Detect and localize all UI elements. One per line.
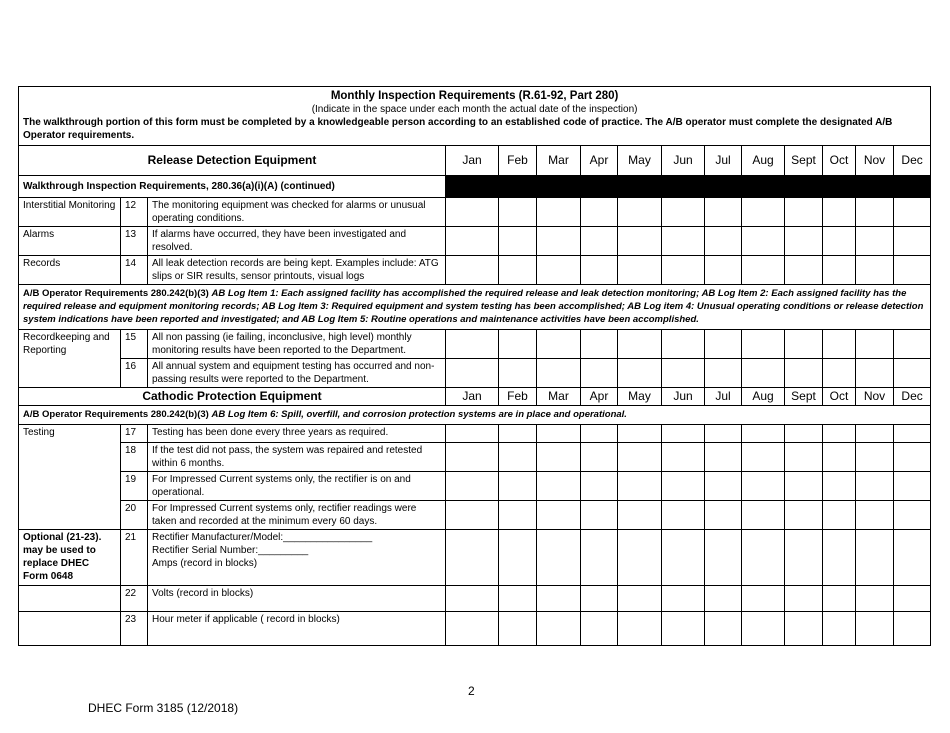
ab-requirements-release (19, 285, 931, 330)
date-cell[interactable] (662, 530, 705, 586)
month-header: Aug (742, 146, 785, 176)
date-cell[interactable] (705, 359, 742, 388)
row-description: All non passing (ie failing, inconclusive, high level) monthly monitoring results have been reported to the Department. (148, 330, 446, 359)
date-cell[interactable] (581, 501, 618, 530)
table-row (19, 586, 931, 612)
date-cell[interactable] (499, 501, 537, 530)
date-cell[interactable] (618, 425, 662, 443)
date-cell[interactable] (581, 330, 618, 359)
date-cell[interactable] (446, 443, 499, 472)
row-number: 17 (121, 425, 148, 443)
date-cell[interactable] (894, 501, 931, 530)
cathodic-header-row (19, 388, 931, 406)
date-cell[interactable] (856, 227, 894, 256)
release-section-title: Release Detection Equipment (19, 146, 446, 176)
date-cell[interactable] (823, 359, 856, 388)
date-cell[interactable] (785, 425, 823, 443)
date-cell[interactable] (618, 256, 662, 285)
table-row (19, 530, 931, 586)
form-header (19, 87, 931, 146)
date-cell[interactable] (823, 586, 856, 612)
date-cell[interactable] (581, 472, 618, 501)
date-cell[interactable] (823, 256, 856, 285)
date-cell[interactable] (785, 330, 823, 359)
rectifier-serial-line: Rectifier Serial Number:_________ (152, 545, 309, 556)
row-category: Testing (19, 425, 121, 530)
inspection-table (18, 86, 931, 646)
rectifier-model-line: Rectifier Manufacturer/Model:________________ (152, 532, 373, 543)
date-cell[interactable] (618, 612, 662, 646)
table-row (19, 227, 931, 256)
row-number: 22 (121, 586, 148, 612)
date-cell[interactable] (537, 501, 581, 530)
date-cell[interactable] (618, 472, 662, 501)
table-row (19, 256, 931, 285)
date-cell[interactable] (662, 359, 705, 388)
date-cell[interactable] (894, 612, 931, 646)
date-cell[interactable] (894, 256, 931, 285)
row-number: 12 (121, 198, 148, 227)
date-cell[interactable] (785, 359, 823, 388)
date-cell[interactable] (785, 612, 823, 646)
month-header: Dec (894, 146, 931, 176)
date-cell[interactable] (705, 612, 742, 646)
date-cell[interactable] (823, 443, 856, 472)
date-cell[interactable] (537, 359, 581, 388)
date-cell[interactable] (581, 425, 618, 443)
date-cell[interactable] (499, 198, 537, 227)
date-cell[interactable] (618, 443, 662, 472)
month-header: Nov (856, 388, 894, 406)
month-header: Sept (785, 388, 823, 406)
month-header: Dec (894, 388, 931, 406)
ab-req-items: AB Log Item 6: Spill, overfill, and corrosion protection systems are in place and operational. (211, 409, 627, 420)
row-number: 23 (121, 612, 148, 646)
row-number: 15 (121, 330, 148, 359)
date-cell[interactable] (499, 330, 537, 359)
date-cell[interactable] (856, 472, 894, 501)
date-cell[interactable] (581, 227, 618, 256)
row-number: 20 (121, 501, 148, 530)
date-cell[interactable] (742, 443, 785, 472)
date-cell[interactable] (894, 359, 931, 388)
date-cell[interactable] (894, 227, 931, 256)
table-row (19, 330, 931, 359)
date-cell[interactable] (446, 425, 499, 443)
month-header: Jul (705, 146, 742, 176)
date-cell[interactable] (894, 330, 931, 359)
date-cell[interactable] (705, 472, 742, 501)
ab-req-label: A/B Operator Requirements 280.242(b)(3) (23, 409, 209, 420)
date-cell[interactable] (742, 198, 785, 227)
date-cell[interactable] (499, 586, 537, 612)
row-description: All annual system and equipment testing has occurred and non-passing results were reported to the Department. (148, 359, 446, 388)
date-cell[interactable] (823, 612, 856, 646)
date-cell[interactable] (894, 425, 931, 443)
row-description: All leak detection records are being kept. Examples include: ATG slips or SIR results, sensor printouts, visual logs (148, 256, 446, 285)
form-id: DHEC Form 3185 (12/2018) (88, 701, 239, 715)
date-cell[interactable] (499, 425, 537, 443)
row-description: Testing has been done every three years as required. (148, 425, 446, 443)
date-cell[interactable] (499, 612, 537, 646)
date-cell[interactable] (705, 256, 742, 285)
row-category: Recordkeeping and Reporting (19, 330, 121, 388)
table-row (19, 443, 931, 472)
date-cell[interactable] (742, 425, 785, 443)
row-category: Records (19, 256, 121, 285)
month-header: Oct (823, 388, 856, 406)
amps-line: Amps (record in blocks) (152, 558, 258, 569)
date-cell[interactable] (662, 425, 705, 443)
date-cell[interactable] (618, 198, 662, 227)
date-cell[interactable] (705, 443, 742, 472)
row-number: 13 (121, 227, 148, 256)
date-cell[interactable] (618, 501, 662, 530)
date-cell[interactable] (705, 330, 742, 359)
month-header: Apr (581, 388, 618, 406)
date-cell[interactable] (499, 530, 537, 586)
date-cell[interactable] (894, 472, 931, 501)
month-header: Jul (705, 388, 742, 406)
date-cell[interactable] (705, 586, 742, 612)
inspection-form (18, 86, 930, 646)
row-number: 18 (121, 443, 148, 472)
date-cell[interactable] (856, 359, 894, 388)
date-cell[interactable] (785, 198, 823, 227)
date-cell[interactable] (499, 256, 537, 285)
date-cell[interactable] (856, 530, 894, 586)
date-cell[interactable] (446, 501, 499, 530)
date-cell[interactable] (618, 586, 662, 612)
date-cell[interactable] (446, 612, 499, 646)
date-cell[interactable] (537, 227, 581, 256)
date-cell[interactable] (823, 472, 856, 501)
month-header: Sept (785, 146, 823, 176)
date-cell[interactable] (742, 501, 785, 530)
row-description: Volts (record in blocks) (148, 586, 446, 612)
month-header: Mar (537, 388, 581, 406)
month-header: Jun (662, 388, 705, 406)
date-cell[interactable] (662, 330, 705, 359)
table-row (19, 501, 931, 530)
date-cell[interactable] (537, 425, 581, 443)
date-cell[interactable] (705, 227, 742, 256)
date-cell[interactable] (785, 472, 823, 501)
date-cell[interactable] (581, 530, 618, 586)
date-cell[interactable] (705, 501, 742, 530)
row-number: 19 (121, 472, 148, 501)
month-header: Apr (581, 146, 618, 176)
date-cell[interactable] (662, 227, 705, 256)
date-cell[interactable] (537, 530, 581, 586)
month-header: Jan (446, 146, 499, 176)
row-category (19, 612, 121, 646)
date-cell[interactable] (537, 330, 581, 359)
date-cell[interactable] (823, 425, 856, 443)
table-row (19, 359, 931, 388)
date-cell[interactable] (856, 586, 894, 612)
month-header: Nov (856, 146, 894, 176)
date-cell[interactable] (894, 198, 931, 227)
date-cell[interactable] (856, 501, 894, 530)
page-number: 2 (468, 684, 475, 698)
ab-requirements-row (19, 406, 931, 425)
date-cell[interactable] (446, 330, 499, 359)
date-cell[interactable] (499, 359, 537, 388)
month-header: May (618, 388, 662, 406)
blacked-out-months (446, 176, 931, 198)
date-cell[interactable] (856, 330, 894, 359)
month-header: Feb (499, 146, 537, 176)
date-cell[interactable] (446, 256, 499, 285)
date-cell[interactable] (537, 586, 581, 612)
date-cell[interactable] (581, 443, 618, 472)
date-cell[interactable] (705, 425, 742, 443)
date-cell[interactable] (446, 586, 499, 612)
date-cell[interactable] (742, 472, 785, 501)
date-cell[interactable] (537, 443, 581, 472)
date-cell[interactable] (823, 227, 856, 256)
date-cell[interactable] (856, 425, 894, 443)
month-header: Jun (662, 146, 705, 176)
date-cell[interactable] (618, 530, 662, 586)
date-cell[interactable] (785, 501, 823, 530)
month-header: Mar (537, 146, 581, 176)
date-cell[interactable] (662, 586, 705, 612)
row-number: 21 (121, 530, 148, 586)
date-cell[interactable] (618, 359, 662, 388)
date-cell[interactable] (785, 530, 823, 586)
form-note: The walkthrough portion of this form must be completed by a knowledgeable person according to an established code of practice. The A/B operator must complete the designated A/B Operator requirements. (23, 117, 893, 141)
date-cell[interactable] (823, 530, 856, 586)
month-header: Jan (446, 388, 499, 406)
date-cell[interactable] (785, 256, 823, 285)
date-cell[interactable] (581, 198, 618, 227)
date-cell[interactable] (581, 256, 618, 285)
date-cell[interactable] (823, 501, 856, 530)
form-subtitle: (Indicate in the space under each month the actual date of the inspection) (311, 104, 638, 115)
date-cell[interactable] (662, 612, 705, 646)
table-row (19, 612, 931, 646)
month-header: Oct (823, 146, 856, 176)
row-description (148, 530, 446, 586)
date-cell[interactable] (742, 530, 785, 586)
date-cell[interactable] (446, 359, 499, 388)
date-cell[interactable] (823, 198, 856, 227)
date-cell[interactable] (662, 256, 705, 285)
date-cell[interactable] (856, 256, 894, 285)
row-description: For Impressed Current systems only, rectifier readings were taken and recorded at the minimum every 60 days. (148, 501, 446, 530)
date-cell[interactable] (618, 227, 662, 256)
date-cell[interactable] (499, 227, 537, 256)
row-description: The monitoring equipment was checked for alarms or unusual operating conditions. (148, 198, 446, 227)
date-cell[interactable] (499, 443, 537, 472)
release-header-row (19, 146, 931, 176)
date-cell[interactable] (537, 612, 581, 646)
date-cell[interactable] (618, 330, 662, 359)
date-cell[interactable] (446, 530, 499, 586)
date-cell[interactable] (894, 443, 931, 472)
ab-req-label: A/B Operator Requirements 280.242(b)(3) (23, 288, 209, 299)
date-cell[interactable] (662, 501, 705, 530)
table-row (19, 425, 931, 443)
date-cell[interactable] (446, 472, 499, 501)
date-cell[interactable] (894, 586, 931, 612)
date-cell[interactable] (705, 198, 742, 227)
date-cell[interactable] (499, 472, 537, 501)
row-description: If alarms have occurred, they have been investigated and resolved. (148, 227, 446, 256)
date-cell[interactable] (823, 330, 856, 359)
row-category: Alarms (19, 227, 121, 256)
date-cell[interactable] (581, 359, 618, 388)
date-cell[interactable] (856, 612, 894, 646)
row-category (19, 586, 121, 612)
ab-requirements-row (19, 285, 931, 330)
cathodic-section-title: Cathodic Protection Equipment (19, 388, 446, 406)
row-description: Hour meter if applicable ( record in blocks) (148, 612, 446, 646)
date-cell[interactable] (785, 586, 823, 612)
date-cell[interactable] (446, 198, 499, 227)
row-category: Optional (21-23). may be used to replace DHEC Form 0648 (19, 530, 121, 586)
date-cell[interactable] (662, 198, 705, 227)
form-title: Monthly Inspection Requirements (R.61-92, Part 280) (330, 90, 619, 102)
date-cell[interactable] (446, 227, 499, 256)
walkthrough-heading: Walkthrough Inspection Requirements, 280.36(a)(i)(A) (continued) (19, 176, 446, 198)
walkthrough-heading-row (19, 176, 931, 198)
ab-requirements-cathodic (19, 406, 931, 425)
form-header-row (19, 87, 931, 146)
row-description: If the test did not pass, the system was repaired and retested within 6 months. (148, 443, 446, 472)
row-number: 14 (121, 256, 148, 285)
month-header: Feb (499, 388, 537, 406)
date-cell[interactable] (742, 227, 785, 256)
date-cell[interactable] (705, 530, 742, 586)
date-cell[interactable] (742, 612, 785, 646)
date-cell[interactable] (742, 330, 785, 359)
table-row (19, 472, 931, 501)
month-header: May (618, 146, 662, 176)
date-cell[interactable] (856, 443, 894, 472)
row-description: For Impressed Current systems only, the rectifier is on and operational. (148, 472, 446, 501)
date-cell[interactable] (537, 256, 581, 285)
date-cell[interactable] (581, 586, 618, 612)
date-cell[interactable] (856, 198, 894, 227)
row-category: Interstitial Monitoring (19, 198, 121, 227)
ab-req-items: AB Log Item 1: Each assigned facility has accomplished the required release and leak detection monitoring; AB Log Item 2: Each assigned facility has the required release and equipment monitoring records; AB Log Item 3: Required equipment and system testing has been accomplished; AB Log item 4: Unusual operating conditions or release detection system indications have been reported and investigated; and AB Log Item 5: Routine operations and maintenance activities have been accomplished. (23, 288, 924, 325)
date-cell[interactable] (537, 472, 581, 501)
date-cell[interactable] (581, 612, 618, 646)
table-row (19, 198, 931, 227)
date-cell[interactable] (742, 256, 785, 285)
row-number: 16 (121, 359, 148, 388)
date-cell[interactable] (894, 530, 931, 586)
date-cell[interactable] (662, 472, 705, 501)
date-cell[interactable] (662, 443, 705, 472)
date-cell[interactable] (785, 227, 823, 256)
date-cell[interactable] (742, 359, 785, 388)
month-header: Aug (742, 388, 785, 406)
date-cell[interactable] (537, 198, 581, 227)
date-cell[interactable] (785, 443, 823, 472)
date-cell[interactable] (742, 586, 785, 612)
